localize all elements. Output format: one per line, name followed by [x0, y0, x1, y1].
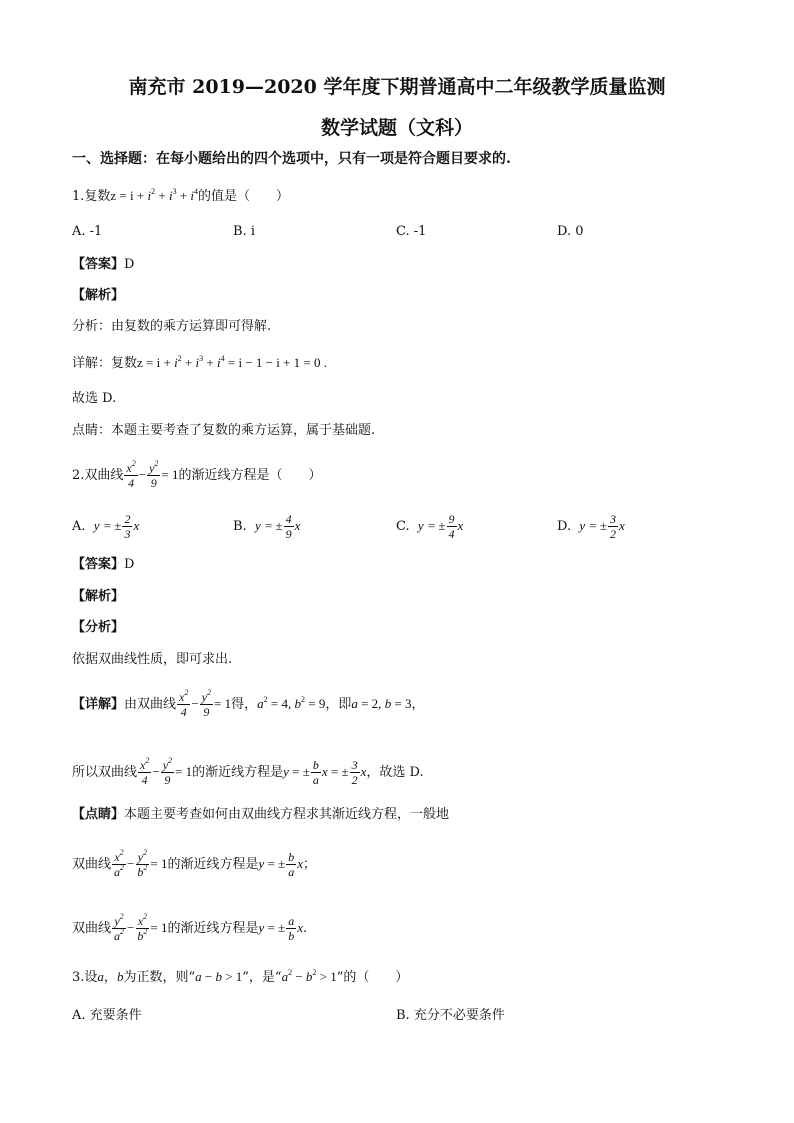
- q2-option-c: C. y = ± $\frac{9}{4}$ x: [396, 512, 464, 541]
- q1-option-b: B. i: [233, 224, 255, 239]
- q2-rule-2: 双曲线 $\frac{y^2}{a^2}$ − $\frac{x^2}{b^2}$ = 1的渐近线方程是y = ± $\frac{a}{b}$ x.: [72, 912, 308, 943]
- question-number: 2.: [72, 468, 85, 483]
- document-title: 南充市 2019—2020 学年度下期普通高中二年级教学质量监测: [128, 76, 666, 98]
- q1-answer: [72, 256, 134, 274]
- q2-answer: [72, 556, 134, 574]
- q1-fenxi: 分析：由复数的乘方运算即可得解.: [72, 319, 272, 334]
- q3-option-a: A. 充要条件: [72, 1008, 142, 1023]
- document-subtitle: 数学试题（文科）: [320, 117, 473, 139]
- question-number: 1.: [72, 189, 85, 204]
- question-3-stem: 3.设a，b为正数，则“a − b > 1”，是“$a^2 - b^2 > 1$”的（ ）: [72, 968, 409, 985]
- q2-option-d: D. y = ± $\frac{3}{2}$ x: [557, 512, 625, 541]
- q2-option-a: A. y = ± $\frac{2}{3}$ x: [72, 512, 140, 541]
- question-1-stem: 1.复数$z = i + i^2 + i^3 + i^4$的值是（ ）: [72, 187, 290, 204]
- q1-dianjing: 点睛：本题主要考查了复数的乘方运算，属于基础题.: [72, 423, 376, 438]
- formula: $z = i + i^2 + i^3 + i^4 = i - 1 - i + 1 = 0$ .: [137, 354, 328, 370]
- question-number: 3.: [72, 970, 85, 985]
- q2-conclusion: 所以双曲线 $\frac{x^2}{4}$ − $\frac{y^2}{9}$ = 1的渐近线方程是y = ± $\frac{b}{a}$ x = ± $\frac{3}{2}$ x，故选 D.: [72, 756, 424, 787]
- q1-option-a: A. -1: [72, 224, 103, 239]
- answer-tag: 【答案】: [72, 557, 125, 572]
- q1-option-d: D. 0: [557, 224, 584, 239]
- q1-option-c: C. -1: [396, 224, 427, 239]
- q1-choose: 故选 D.: [72, 391, 117, 406]
- q2-option-b: B. y = ± $\frac{4}{9}$ x: [233, 512, 301, 541]
- q2-dianjing: 【点睛】本题主要考查如何由双曲线方程求其渐近线方程，一般地: [72, 807, 450, 822]
- section-heading: 一、选择题：在每小题给出的四个选项中，只有一项是符合题目要求的.: [72, 151, 511, 167]
- q2-fenxi-tag: 【分析】: [72, 620, 125, 635]
- formula: $z = i + i^2 + i^3 + i^4$: [110, 187, 199, 203]
- q2-fenxi: 依据双曲线性质，即可求出.: [72, 652, 233, 667]
- answer-value: D: [124, 557, 135, 572]
- q1-analysis-tag: 【解析】: [72, 288, 125, 303]
- answer-tag: 【答案】: [72, 257, 125, 272]
- q1-detail: 详解：复数$z = i + i^2 + i^3 + i^4 = i - 1 - i + 1 = 0$ .: [72, 354, 328, 371]
- q2-rule-1: 双曲线 $\frac{x^2}{a^2}$ − $\frac{y^2}{b^2}$ = 1的渐近线方程是y = ± $\frac{b}{a}$ x；: [72, 848, 317, 879]
- q2-analysis-tag: 【解析】: [72, 589, 125, 604]
- question-2-stem: 2.双曲线 $\frac{x^2}{4}$ − $\frac{y^2}{9}$ = 1的渐近线方程是（ ）: [72, 459, 322, 490]
- q3-option-b: B. 充分不必要条件: [396, 1008, 505, 1023]
- q2-detail: 【详解】由双曲线 $\frac{x^2}{4}$ − $\frac{y^2}{9}$ = 1得，$a^2 = 4$, $b^2 = 9$，即a = 2, b = 3，: [72, 688, 425, 719]
- answer-value: D: [124, 257, 135, 272]
